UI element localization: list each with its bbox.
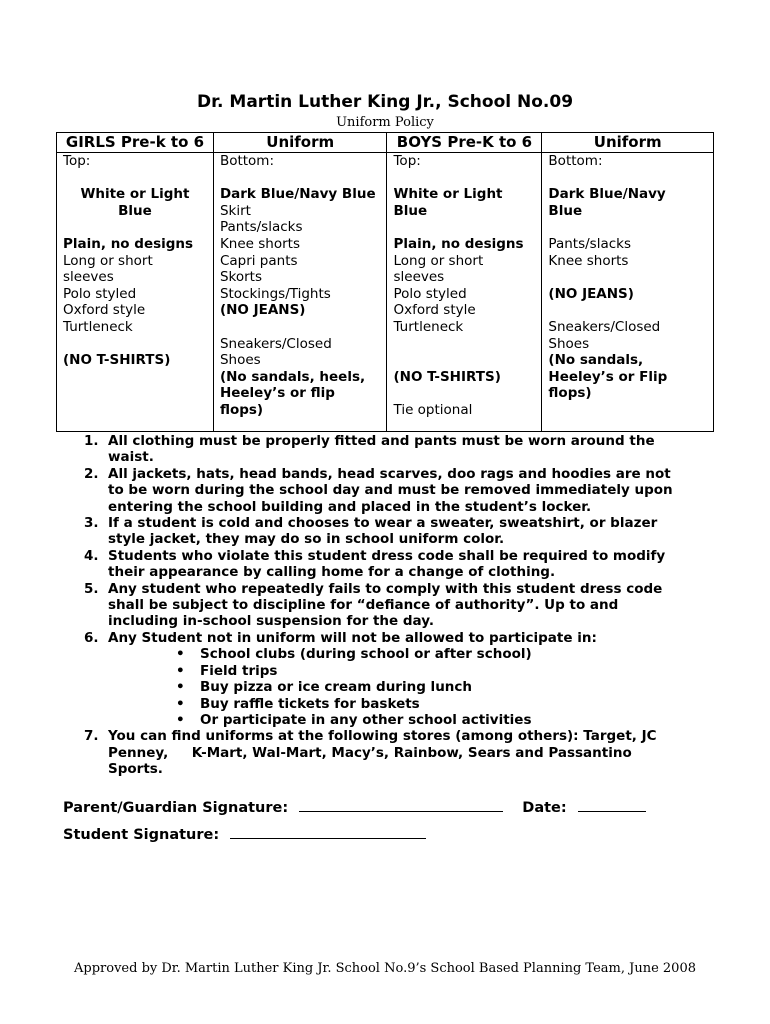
- list-item: Long or short: [63, 252, 153, 269]
- cell-label: Top:: [63, 153, 91, 169]
- boys-top-color: Blue: [393, 202, 428, 219]
- bullet-icon: •: [176, 662, 185, 679]
- footer-approval: Approved by Dr. Martin Luther King Jr. School No.9’s School Based Planning Team, June 2008: [74, 961, 696, 976]
- list-item: sleeves: [63, 269, 114, 286]
- list-item: Polo styled: [393, 285, 467, 302]
- rule-text: Sports.: [108, 761, 163, 778]
- boys-shoe-note: Heeley’s or Flip: [548, 368, 668, 385]
- rule-text: style jacket, they may do so in school uniform color.: [108, 531, 505, 548]
- rule-number: 5.: [84, 580, 99, 597]
- list-item: Stockings/Tights: [219, 285, 331, 302]
- rule-text: Penney, K-Mart, Wal-Mart, Macy’s, Rainbow, Sears and Passantino: [108, 744, 632, 761]
- student-signature-label: Student Signature:: [63, 827, 220, 843]
- list-item: [84, 663, 704, 679]
- rule-text: including in-school suspension for the day.: [108, 613, 434, 630]
- rule-text: You can find uniforms at the following stores (among others): Target, JC: [108, 728, 657, 745]
- list-item: Skirt: [219, 202, 251, 219]
- bullet-icon: •: [176, 646, 185, 663]
- rule-text: entering the school building and placed in the student’s locker.: [108, 498, 592, 515]
- parent-signature-field[interactable]: [299, 797, 503, 812]
- rule-number: 2.: [84, 465, 99, 482]
- activity-text: Buy pizza or ice cream during lunch: [200, 679, 473, 696]
- boys-top-cell: [387, 153, 542, 432]
- bullet-icon: •: [176, 695, 185, 712]
- list-item: Capri pants: [219, 252, 298, 269]
- girls-top-color: White or Light: [80, 186, 190, 203]
- boys-shoes: Shoes: [548, 335, 590, 352]
- boys-bottom-cell: [542, 153, 714, 432]
- girls-shoe-note: (No sandals, heels,: [219, 368, 366, 385]
- girls-bottom-color: Dark Blue/Navy Blue: [219, 186, 376, 203]
- list-item: Oxford style: [63, 302, 146, 319]
- rule-text: to be worn during the school day and must be removed immediately upon: [108, 482, 673, 499]
- list-item: Turtleneck: [393, 318, 464, 335]
- date-label: Date:: [522, 800, 567, 816]
- rule-number: 6.: [84, 629, 99, 646]
- list-item: Knee shorts: [548, 252, 629, 269]
- table-header-row: [57, 133, 714, 153]
- page-title: Dr. Martin Luther King Jr., School No.09: [196, 92, 574, 112]
- student-signature-row: [63, 824, 426, 843]
- list-item: Turtleneck: [63, 318, 133, 335]
- cell-label: Bottom:: [219, 153, 275, 169]
- uniform-table: [56, 132, 714, 432]
- rule-item: [84, 466, 704, 515]
- bullet-icon: •: [176, 711, 185, 728]
- page-subtitle: Uniform Policy: [336, 115, 434, 130]
- girls-shoes: Sneakers/Closed: [219, 335, 332, 352]
- girls-no-jeans: (NO JEANS): [219, 302, 306, 319]
- activity-text: School clubs (during school or after school): [200, 646, 532, 663]
- rule-text: If a student is cold and chooses to wear a sweater, sweatshirt, or blazer: [108, 515, 658, 532]
- girls-shoes: Shoes: [219, 352, 261, 369]
- list-item: Long or short: [393, 252, 484, 269]
- boys-shoe-note: flops): [548, 385, 592, 402]
- header-boys: BOYS Pre-K to 6: [387, 133, 542, 153]
- girls-top-note: (NO T-SHIRTS): [63, 352, 171, 369]
- boys-top-color: White or Light: [393, 186, 503, 203]
- rule-text: Any Student not in uniform will not be allowed to participate in:: [108, 629, 597, 646]
- rule-number: 4.: [84, 547, 99, 564]
- girls-shoe-note: Heeley’s or flip: [219, 385, 335, 402]
- parent-signature-row: [63, 797, 646, 816]
- list-item: Oxford style: [393, 302, 476, 319]
- rule-text: their appearance by calling home for a change of clothing.: [108, 564, 556, 581]
- list-item: sleeves: [393, 269, 445, 286]
- boys-bottom-color: Dark Blue/Navy: [548, 186, 666, 203]
- girls-top-cell: [57, 153, 214, 432]
- rule-number: 7.: [84, 728, 99, 745]
- activity-text: Field trips: [200, 662, 278, 679]
- boys-top-design: Plain, no designs: [393, 235, 524, 252]
- rule-item: [84, 515, 704, 548]
- rule-text: shall be subject to discipline for “defiance of authority”. Up to and: [108, 597, 619, 614]
- list-item: [84, 696, 704, 712]
- rule-item: [84, 548, 704, 581]
- girls-top-design: Plain, no designs: [63, 235, 194, 252]
- list-item: Knee shorts: [219, 235, 300, 252]
- rule-item: [84, 581, 704, 630]
- header-uniform-girls: Uniform: [213, 133, 387, 153]
- boys-bottom-color: Blue: [548, 202, 583, 219]
- boys-top-note: (NO T-SHIRTS): [393, 368, 501, 385]
- rule-number: 3.: [84, 515, 99, 532]
- rule-text: All clothing must be properly fitted and pants must be worn around the: [108, 433, 655, 449]
- boys-tie: Tie optional: [393, 401, 473, 418]
- rule-text: Any student who repeatedly fails to comply with this student dress code: [108, 580, 663, 597]
- boys-no-jeans: (NO JEANS): [548, 285, 634, 302]
- list-item: [84, 646, 704, 662]
- list-item: [84, 712, 704, 728]
- date-field[interactable]: [578, 797, 646, 812]
- rule-text: Students who violate this student dress code shall be required to modify: [108, 547, 666, 564]
- activity-text: Buy raffle tickets for baskets: [200, 695, 420, 712]
- girls-bottom-cell: [213, 153, 387, 432]
- boys-shoe-note: (No sandals,: [548, 352, 644, 369]
- list-item: Pants/slacks: [548, 235, 631, 252]
- rule-item: [84, 728, 704, 777]
- parent-signature-label: Parent/Guardian Signature:: [63, 800, 289, 816]
- rule-text: All jackets, hats, head bands, head scarves, doo rags and hoodies are not: [108, 465, 671, 482]
- header-girls: GIRLS Pre-k to 6: [57, 133, 214, 153]
- table-row: [57, 153, 714, 432]
- boys-shoes: Sneakers/Closed: [548, 318, 661, 335]
- student-signature-field[interactable]: [230, 824, 426, 839]
- rule-item: [84, 433, 704, 466]
- list-item: Pants/slacks: [219, 219, 303, 236]
- rule-text: waist.: [108, 449, 154, 466]
- girls-top-color: Blue: [118, 202, 152, 219]
- list-item: [84, 679, 704, 695]
- cell-label: Top:: [393, 153, 421, 169]
- rule-number: 1.: [84, 433, 99, 449]
- rule-item: [84, 630, 704, 646]
- bullet-icon: •: [176, 679, 185, 696]
- list-item: Skorts: [219, 269, 262, 286]
- cell-label: Bottom:: [548, 153, 603, 169]
- girls-shoe-note: flops): [219, 401, 264, 418]
- rules-list: [84, 433, 704, 778]
- header-uniform-boys: Uniform: [542, 133, 714, 153]
- activity-text: Or participate in any other school activities: [200, 711, 532, 728]
- activities-list: [84, 646, 704, 728]
- list-item: Polo styled: [63, 285, 137, 302]
